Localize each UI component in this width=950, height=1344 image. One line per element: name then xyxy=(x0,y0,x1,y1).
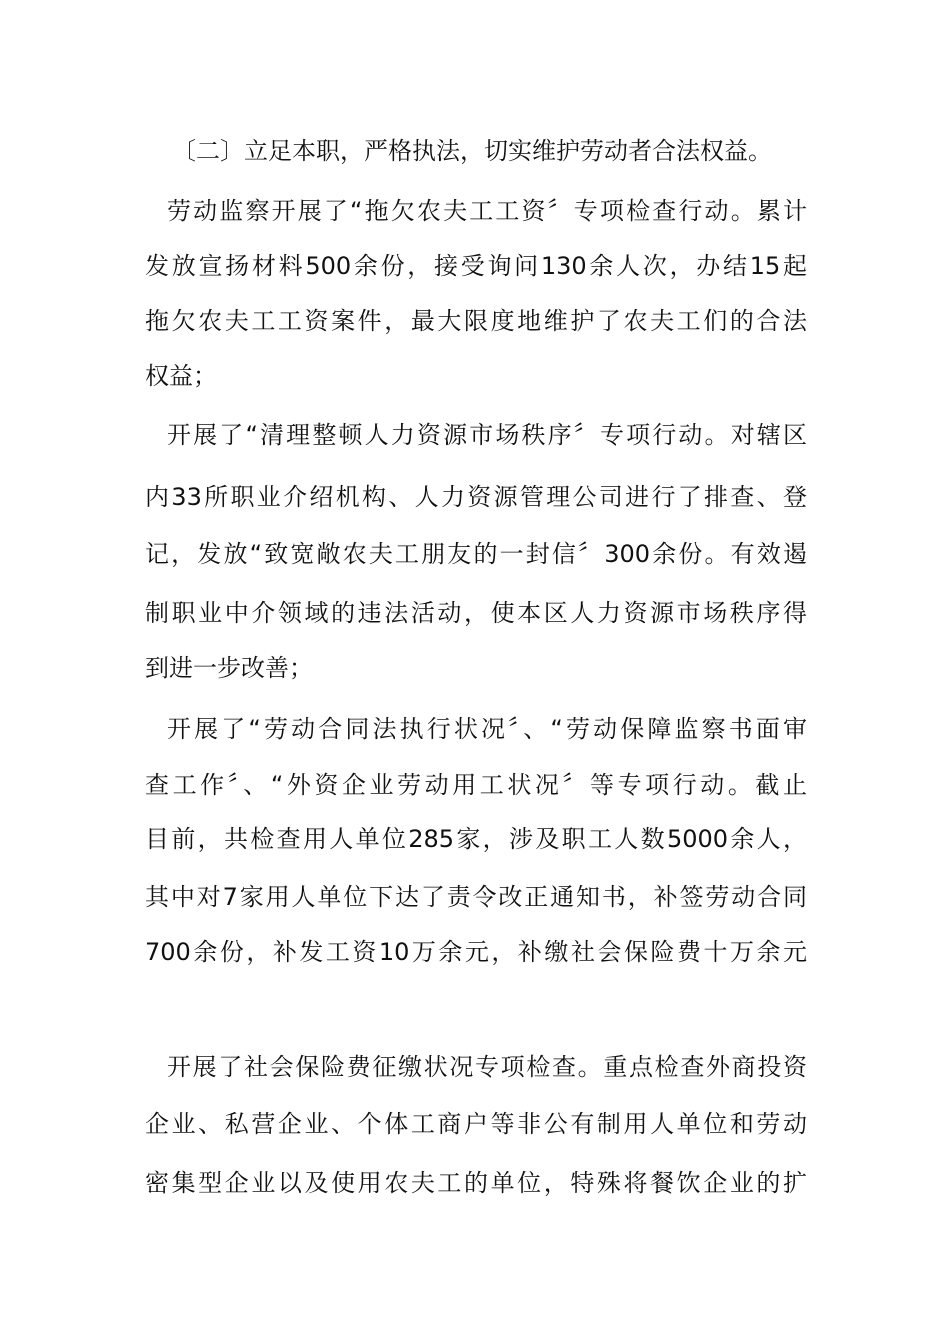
paragraph-3-line-3: 记，发放“致宽敞农夫工朋友的一封信〞300余份。有效遏 xyxy=(145,540,807,568)
paragraph-2-line-3: 拖欠农夫工工资案件，最大限度地维护了农夫工们的合法 xyxy=(145,307,807,335)
paragraph-5-line-3: 密集型企业以及使用农夫工的单位，特殊将餐饮企业的扩 xyxy=(145,1169,807,1197)
paragraph-4-line-4: 其中对7家用人单位下达了责令改正通知书，补签劳动合同 xyxy=(145,883,807,911)
paragraph-4-line-1: 开展了“劳动合同法执行状况〞、“劳动保障监察书面审 xyxy=(167,715,807,743)
paragraph-5-line-2: 企业、私营企业、个体工商户等非公有制用人单位和劳动 xyxy=(145,1110,807,1138)
paragraph-3-line-5: 到进一步改善； xyxy=(145,654,313,682)
paragraph-4-line-2: 查工作〞、“外资企业劳动用工状况〞等专项行动。截止 xyxy=(145,771,807,799)
paragraph-3-line-4: 制职业中介领域的违法活动，使本区人力资源市场秩序得 xyxy=(145,599,807,627)
paragraph-3-line-2: 内33所职业介绍机构、人力资源管理公司进行了排查、登 xyxy=(145,483,807,511)
paragraph-2-line-2: 发放宣扬材料500余份，接受询问130余人次，办结15起 xyxy=(145,252,807,280)
paragraph-3-line-1: 开展了“清理整顿人力资源市场秩序〞专项行动。对辖区 xyxy=(167,421,807,449)
paragraph-5-line-1: 开展了社会保险费征缴状况专项检查。重点检查外商投资 xyxy=(167,1053,807,1081)
paragraph-4-line-3: 目前，共检查用人单位285家，涉及职工人数5000余人， xyxy=(145,825,807,853)
paragraph-2-line-1: 劳动监察开展了“拖欠农夫工工资〞专项检查行动。累计 xyxy=(167,197,807,225)
paragraph-4-line-5: 700余份，补发工资10万余元，补缴社会保险费十万余元 xyxy=(145,938,807,966)
paragraph-1-line-1: 〔二〕立足本职，严格执法，切实维护劳动者合法权益。 xyxy=(172,137,772,165)
paragraph-2-line-4: 权益； xyxy=(145,362,217,390)
